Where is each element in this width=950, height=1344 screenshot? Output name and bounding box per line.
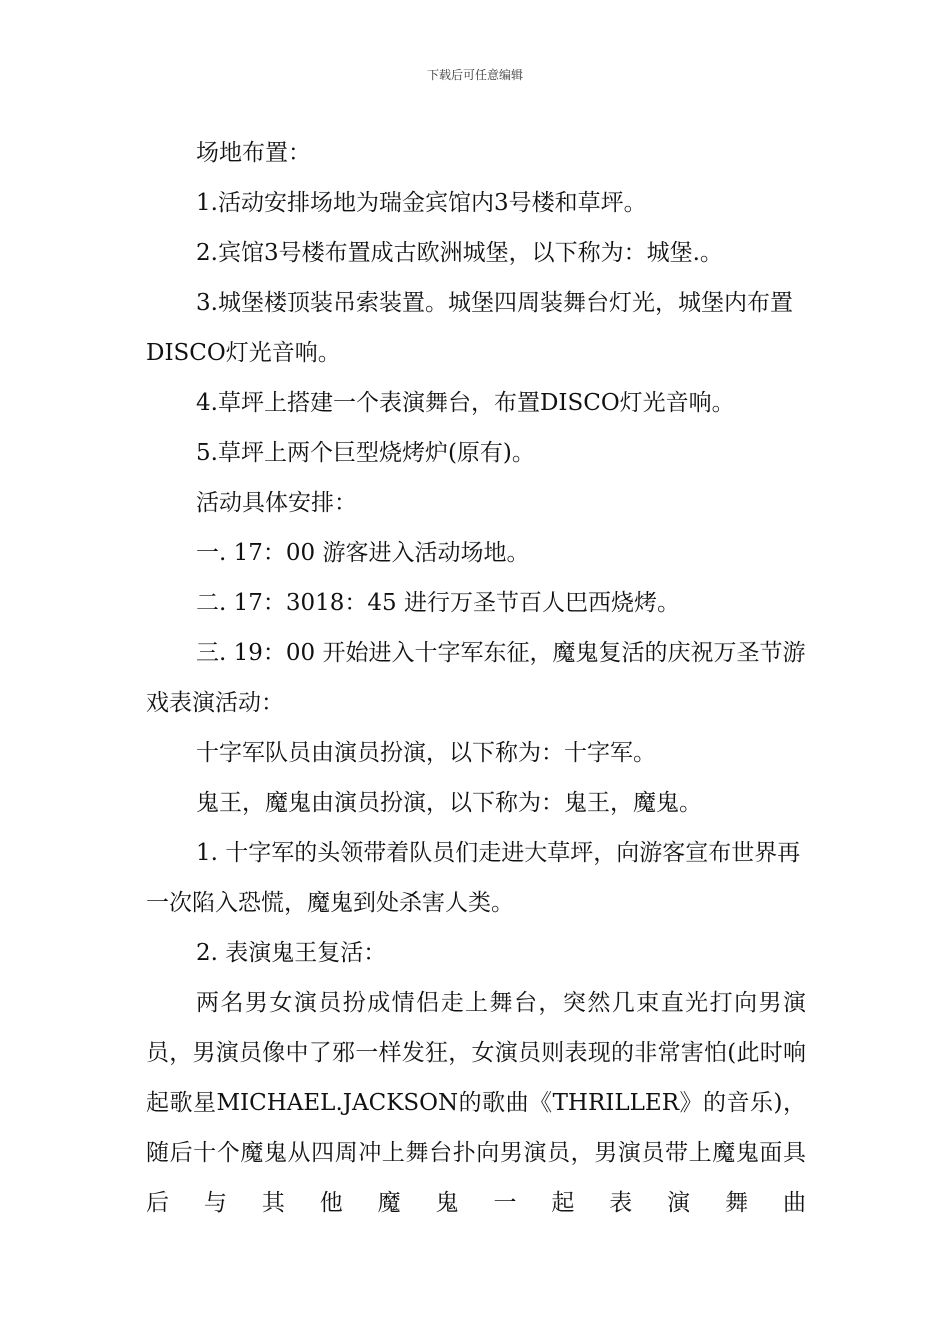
venue-item-5: 5.草坪上两个巨型烧烤炉(原有)。 <box>196 440 535 466</box>
venue-item-2: 2.宾馆3号楼布置成古欧洲城堡，以下称为：城堡.。 <box>196 240 723 266</box>
venue-item-4: 4.草坪上搭建一个表演舞台，布置DISCO灯光音响。 <box>196 390 735 416</box>
cast-demons: 鬼王，魔鬼由演员扮演，以下称为：鬼王，魔鬼。 <box>196 790 702 816</box>
schedule-item-1: 一. 17：00 游客进入活动场地。 <box>196 540 530 566</box>
venue-item-1: 1.活动安排场地为瑞金宾馆内3号楼和草坪。 <box>196 190 647 216</box>
page-header-note: 下载后可任意编辑 <box>426 68 523 82</box>
venue-item-3: 3.城堡楼顶装吊索装置。城堡四周装舞台灯光，城堡内布置DISCO灯光音响。 <box>146 290 793 366</box>
document-body <box>146 128 806 1228</box>
section-heading-schedule: 活动具体安排： <box>196 490 357 516</box>
cast-crusaders: 十字军队员由演员扮演，以下称为：十字军。 <box>196 740 656 766</box>
performance-description: 两名男女演员扮成情侣走上舞台，突然几束直光打向男演员，男演员像中了邪一样发狂，女演员则表现的非常害怕(此时响起歌星MICHAEL.JACKSON的歌曲《THRILLER》的音乐)，随后十个魔鬼从四周冲上舞台扑向男演员，男演员带上魔鬼面具后与其他魔鬼一起表演舞曲 <box>146 990 806 1216</box>
section-heading-venue: 场地布置： <box>196 140 311 166</box>
performance-step-2: 2. 表演鬼王复活： <box>196 940 387 966</box>
schedule-item-2: 二. 17：3018：45 进行万圣节百人巴西烧烤。 <box>196 590 680 616</box>
schedule-item-3: 三. 19：00 开始进入十字军东征，魔鬼复活的庆祝万圣节游戏表演活动： <box>146 640 806 716</box>
performance-step-1: 1. 十字军的头领带着队员们走进大草坪，向游客宣布世界再一次陷入恐慌，魔鬼到处杀害人类。 <box>146 840 801 916</box>
